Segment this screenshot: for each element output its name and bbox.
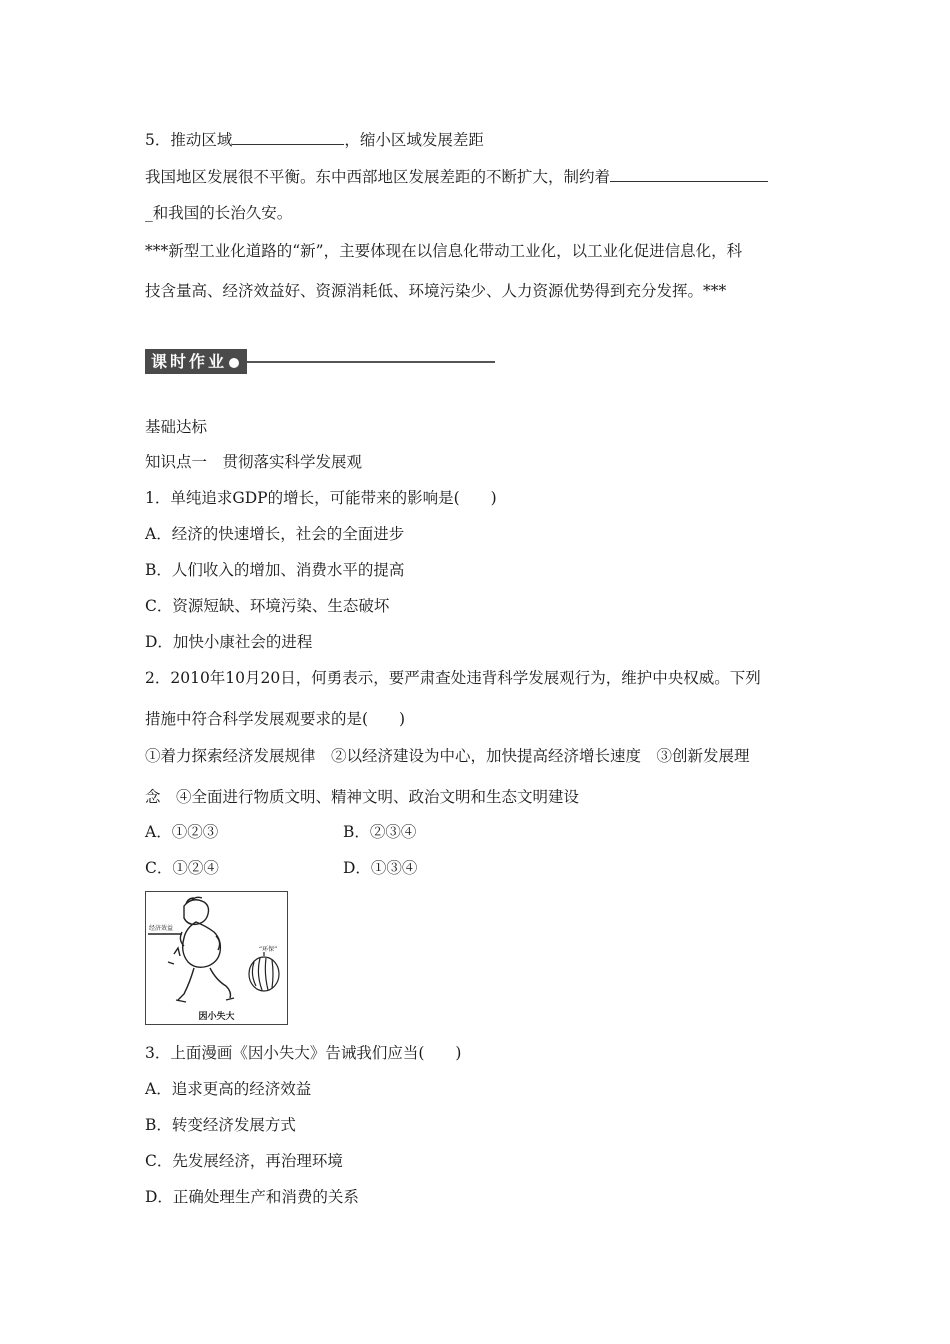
cartoon-caption: 因小失大 xyxy=(198,1012,235,1022)
q2-option-a[interactable]: A．①②③ xyxy=(145,823,219,841)
q2-items-line2: 念 ④全面进行物质文明、精神文明、政治文明和生态文明建设 xyxy=(145,788,580,806)
q2-items-line1: ①着力探索经济发展规律 ②以经济建设为中心，加快提高经济增长速度 ③创新发展理 xyxy=(145,747,750,765)
q2-option-c[interactable]: C．①②④ xyxy=(145,859,219,877)
q2-option-b[interactable]: B．②③④ xyxy=(343,823,417,841)
q3-option-c[interactable]: C．先发展经济，再治理环境 xyxy=(145,1152,343,1170)
header-dot-icon xyxy=(229,358,239,368)
header-rule xyxy=(247,361,495,363)
section5-para1-text: 我国地区发展很不平衡。东中西部地区发展差距的不断扩大，制约着 xyxy=(145,168,611,186)
section5-para1-blank[interactable] xyxy=(610,165,768,182)
q1-option-b[interactable]: B．人们收入的增加、消费水平的提高 xyxy=(145,561,405,579)
section5-para2: _和我国的长治久安。 xyxy=(145,204,293,222)
q2-stem-line1: 2．2010年10月20日，何勇表示，要严肃查处违背科学发展观行为，维护中央权威。下列 xyxy=(145,669,761,687)
q1-option-c[interactable]: C．资源短缺、环境污染、生态破坏 xyxy=(145,597,390,615)
section5-blank[interactable] xyxy=(232,128,344,145)
basic-label: 基础达标 xyxy=(145,418,208,436)
q2-stem-line2: 措施中符合科学发展观要求的是( ) xyxy=(145,710,406,728)
cartoon-image xyxy=(145,891,288,1025)
homework-header-label xyxy=(145,349,247,374)
cartoon-tag-right: “环保” xyxy=(259,946,278,953)
q1-option-d[interactable]: D．加快小康社会的进程 xyxy=(145,633,313,651)
knowledge-point: 知识点一 贯彻落实科学发展观 xyxy=(145,453,363,471)
q2-option-d[interactable]: D．①③④ xyxy=(343,859,418,877)
section5-title xyxy=(145,128,484,150)
q3-option-d[interactable]: D．正确处理生产和消费的关系 xyxy=(145,1188,359,1206)
q3-stem: 3．上面漫画《因小失大》告诫我们应当( ) xyxy=(145,1044,462,1062)
cartoon-drawing xyxy=(146,892,287,1024)
section5-title-pre: 5．推动区域 xyxy=(145,131,233,149)
homework-header-text: 课时作业 xyxy=(151,352,228,371)
homework-header xyxy=(145,349,495,374)
q1-option-a[interactable]: A．经济的快速增长，社会的全面进步 xyxy=(145,525,405,543)
q1-stem: 1．单纯追求GDP的增长，可能带来的影响是( ) xyxy=(145,489,497,507)
section5-para1 xyxy=(145,165,768,187)
q3-option-b[interactable]: B．转变经济发展方式 xyxy=(145,1116,296,1134)
note-line2: 技含量高、经济效益好、资源消耗低、环境污染少、人力资源优势得到充分发挥。*** xyxy=(145,282,727,300)
note-line1: ***新型工业化道路的“新”，主要体现在以信息化带动工业化，以工业化促进信息化，科 xyxy=(145,242,743,260)
q3-option-a[interactable]: A．追求更高的经济效益 xyxy=(145,1080,312,1098)
cartoon-tag-left: 经济效益 xyxy=(149,925,174,932)
section5-title-post: ，缩小区域发展差距 xyxy=(344,131,484,149)
